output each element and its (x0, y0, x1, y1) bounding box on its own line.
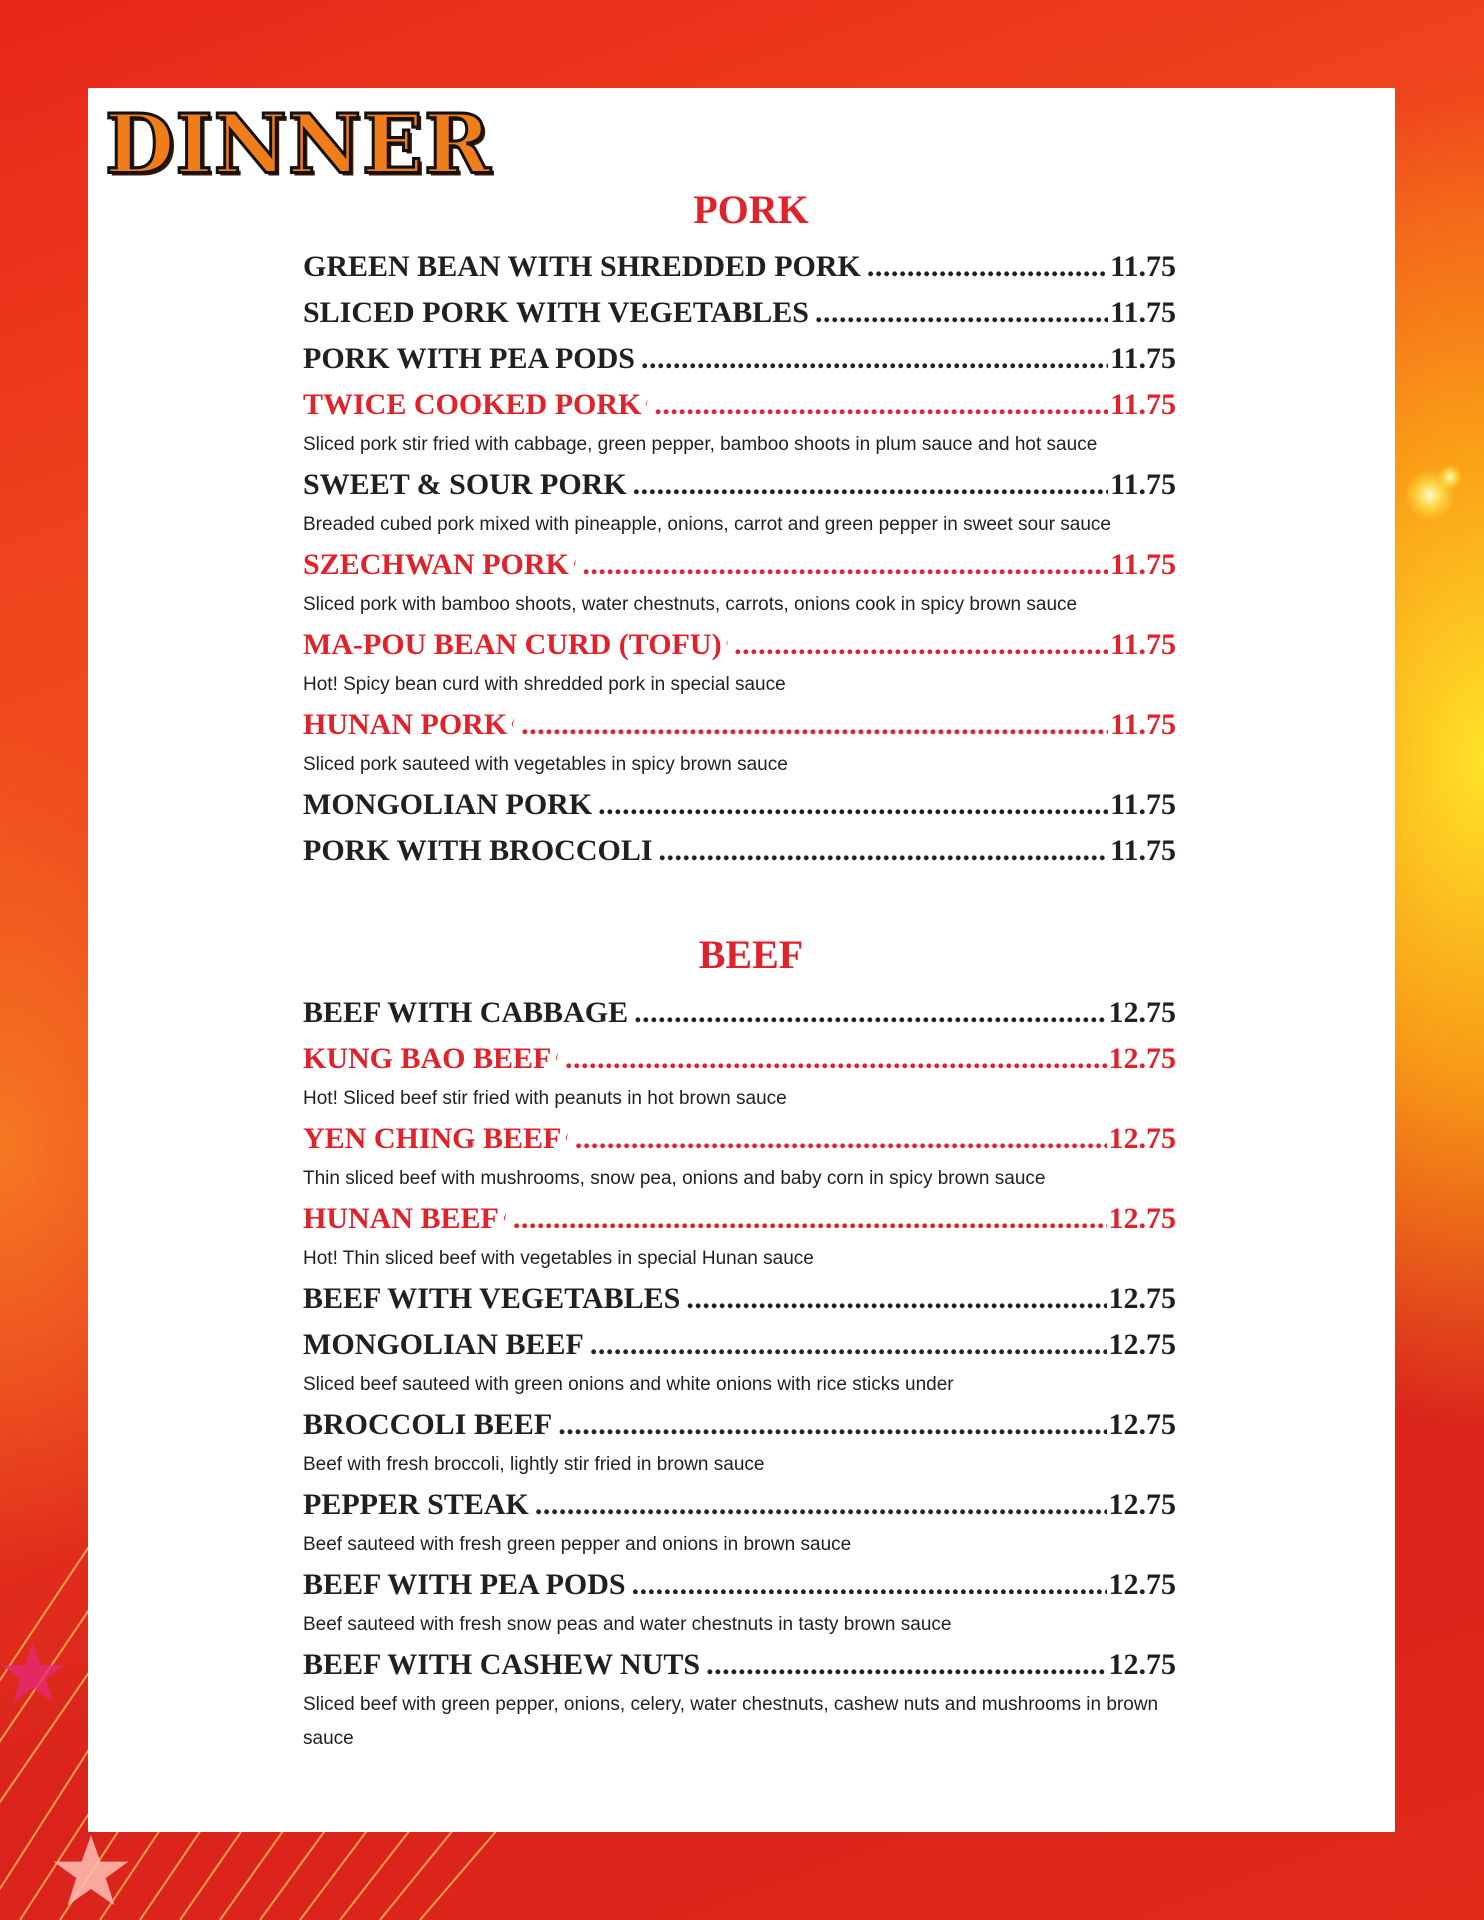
menu-item (303, 382, 1176, 428)
dot-leader (633, 462, 1108, 508)
menu-item (303, 1642, 1176, 1688)
menu-item (303, 782, 1176, 828)
menu-item-name: PORK WITH BROCCOLI (303, 834, 653, 867)
star-icon (0, 1640, 66, 1706)
menu-item (303, 290, 1176, 336)
dot-leader (565, 1036, 1107, 1082)
chili-pepper-icon (511, 712, 515, 734)
menu-item-description: Sliced pork stir fried with cabbage, green pepper, bamboo shoots in plum sauce and hot sauce (303, 434, 1098, 455)
menu-item-description: Sliced pork with bamboo shoots, water chestnuts, carrots, onions cook in spicy brown sauce (303, 594, 1078, 615)
menu-item-price: 12.75 (1108, 1328, 1176, 1361)
menu-item-price: 11.75 (1110, 708, 1176, 741)
menu-item (303, 990, 1176, 1036)
dot-leader (734, 622, 1108, 668)
menu-item (303, 702, 1176, 748)
menu-item-name: SLICED PORK WITH VEGETABLES (303, 296, 809, 329)
menu-item-name: HUNAN BEEF (303, 1202, 499, 1235)
menu-item-name: BEEF WITH CASHEW NUTS (303, 1648, 701, 1681)
menu-item-name: SZECHWAN PORK (303, 548, 569, 581)
menu-title: DINNER (105, 96, 492, 192)
chili-pepper-icon (555, 1046, 559, 1068)
menu-item-description: Hot! Spicy bean curd with shredded pork in special sauce (303, 674, 786, 695)
menu-item-name: PEPPER STEAK (303, 1488, 529, 1521)
dot-leader (535, 1482, 1107, 1528)
menu-item-price: 11.75 (1110, 342, 1176, 375)
section-title-pork: PORK (693, 187, 809, 232)
menu-item-price: 11.75 (1110, 834, 1176, 867)
dot-leader (598, 782, 1108, 828)
menu-item-price: 11.75 (1110, 628, 1176, 661)
menu-item-price: 12.75 (1108, 1042, 1176, 1075)
light-flare (1438, 465, 1462, 489)
chili-pepper-icon (726, 632, 729, 654)
menu-item-name: BEEF WITH PEA PODS (303, 1568, 626, 1601)
menu-item (303, 542, 1176, 588)
dot-leader (575, 1116, 1107, 1162)
dot-leader (632, 1562, 1107, 1608)
menu-item-price: 12.75 (1108, 1488, 1176, 1521)
section-title-beef: BEEF (698, 932, 804, 977)
menu-item-description: Beef with fresh broccoli, lightly stir fried in brown sauce (303, 1454, 765, 1475)
menu-item-description: Thin sliced beef with mushrooms, snow pea, onions and baby corn in spicy brown sauce (303, 1168, 1046, 1189)
menu-item-price: 11.75 (1110, 548, 1176, 581)
menu-item-description: Sliced beef sauteed with green onions and white onions with rice sticks under (303, 1374, 954, 1395)
chili-pepper-icon (573, 552, 577, 574)
menu-item-name: MONGOLIAN PORK (303, 788, 593, 821)
menu-item-name: BEEF WITH VEGETABLES (303, 1282, 681, 1315)
menu-item-price: 11.75 (1110, 296, 1176, 329)
menu-item-description: Beef sauteed with fresh snow peas and water chestnuts in tasty brown sauce (303, 1614, 952, 1635)
menu-item (303, 828, 1176, 874)
dot-leader (659, 828, 1109, 874)
chili-pepper-icon (503, 1206, 507, 1228)
menu-item-price: 12.75 (1108, 1568, 1176, 1601)
menu-item (303, 244, 1176, 290)
menu-item-price: 11.75 (1110, 788, 1176, 821)
menu-item-price: 11.75 (1110, 468, 1176, 501)
dot-leader (641, 336, 1108, 382)
menu-item-description: Sliced pork sauteed with vegetables in spicy brown sauce (303, 754, 788, 775)
beef-menu-list (303, 990, 1176, 1756)
dot-leader (706, 1642, 1106, 1688)
dot-leader (867, 244, 1108, 290)
menu-item-name: MONGOLIAN BEEF (303, 1328, 584, 1361)
menu-item-name: MA-POU BEAN CURD (TOFU) (303, 628, 722, 661)
menu-item (303, 1402, 1176, 1448)
dot-leader (654, 382, 1108, 428)
menu-item (303, 1116, 1176, 1162)
menu-item-price: 12.75 (1108, 1648, 1176, 1681)
menu-item-price: 12.75 (1108, 996, 1176, 1029)
menu-item-name: SWEET & SOUR PORK (303, 468, 627, 501)
menu-item-description: Breaded cubed pork mixed with pineapple, onions, carrot and green pepper in sweet sour sauce (303, 514, 1112, 535)
menu-item-price: 12.75 (1108, 1282, 1176, 1315)
chili-pepper-icon (565, 1126, 569, 1148)
menu-item (303, 1322, 1176, 1368)
dot-leader (815, 290, 1108, 336)
menu-item-price: 12.75 (1108, 1202, 1176, 1235)
chili-pepper-icon (645, 392, 648, 414)
menu-item (303, 1036, 1176, 1082)
menu-item-description: Beef sauteed with fresh green pepper and onions in brown sauce (303, 1534, 852, 1555)
dot-leader (634, 990, 1106, 1036)
menu-item-price: 12.75 (1108, 1408, 1176, 1441)
star-icon (52, 1832, 130, 1910)
dot-leader (582, 542, 1108, 588)
menu-item-price: 11.75 (1110, 388, 1176, 421)
dot-leader (513, 1196, 1107, 1242)
menu-item-description: Hot! Thin sliced beef with vegetables in special Hunan sauce (303, 1248, 814, 1269)
menu-item-name: BEEF WITH CABBAGE (303, 996, 629, 1029)
menu-item-price: 11.75 (1110, 250, 1176, 283)
menu-item (303, 1276, 1176, 1322)
pork-menu-list (303, 244, 1176, 874)
dot-leader (686, 1276, 1106, 1322)
menu-item-name: KUNG BAO BEEF (303, 1042, 552, 1075)
menu-item-name: TWICE COOKED PORK (303, 388, 642, 421)
menu-item (303, 1562, 1176, 1608)
menu-item-name: BROCCOLI BEEF (303, 1408, 553, 1441)
menu-item-price: 12.75 (1108, 1122, 1176, 1155)
dot-leader (558, 1402, 1106, 1448)
menu-item-name: HUNAN PORK (303, 708, 508, 741)
menu-item-description: Hot! Sliced beef stir fried with peanuts in hot brown sauce (303, 1088, 787, 1109)
menu-item (303, 336, 1176, 382)
menu-item (303, 462, 1176, 508)
menu-item (303, 622, 1176, 668)
menu-item (303, 1482, 1176, 1528)
menu-item-name: YEN CHING BEEF (303, 1122, 562, 1155)
menu-item-description: Sliced beef with green pepper, onions, celery, water chestnuts, cashew nuts and mushrooms in brown sauce (303, 1694, 1159, 1749)
dot-leader (590, 1322, 1107, 1368)
dot-leader (521, 702, 1108, 748)
menu-item-name: GREEN BEAN WITH SHREDDED PORK (303, 250, 861, 283)
menu-item-name: PORK WITH PEA PODS (303, 342, 635, 375)
menu-item (303, 1196, 1176, 1242)
